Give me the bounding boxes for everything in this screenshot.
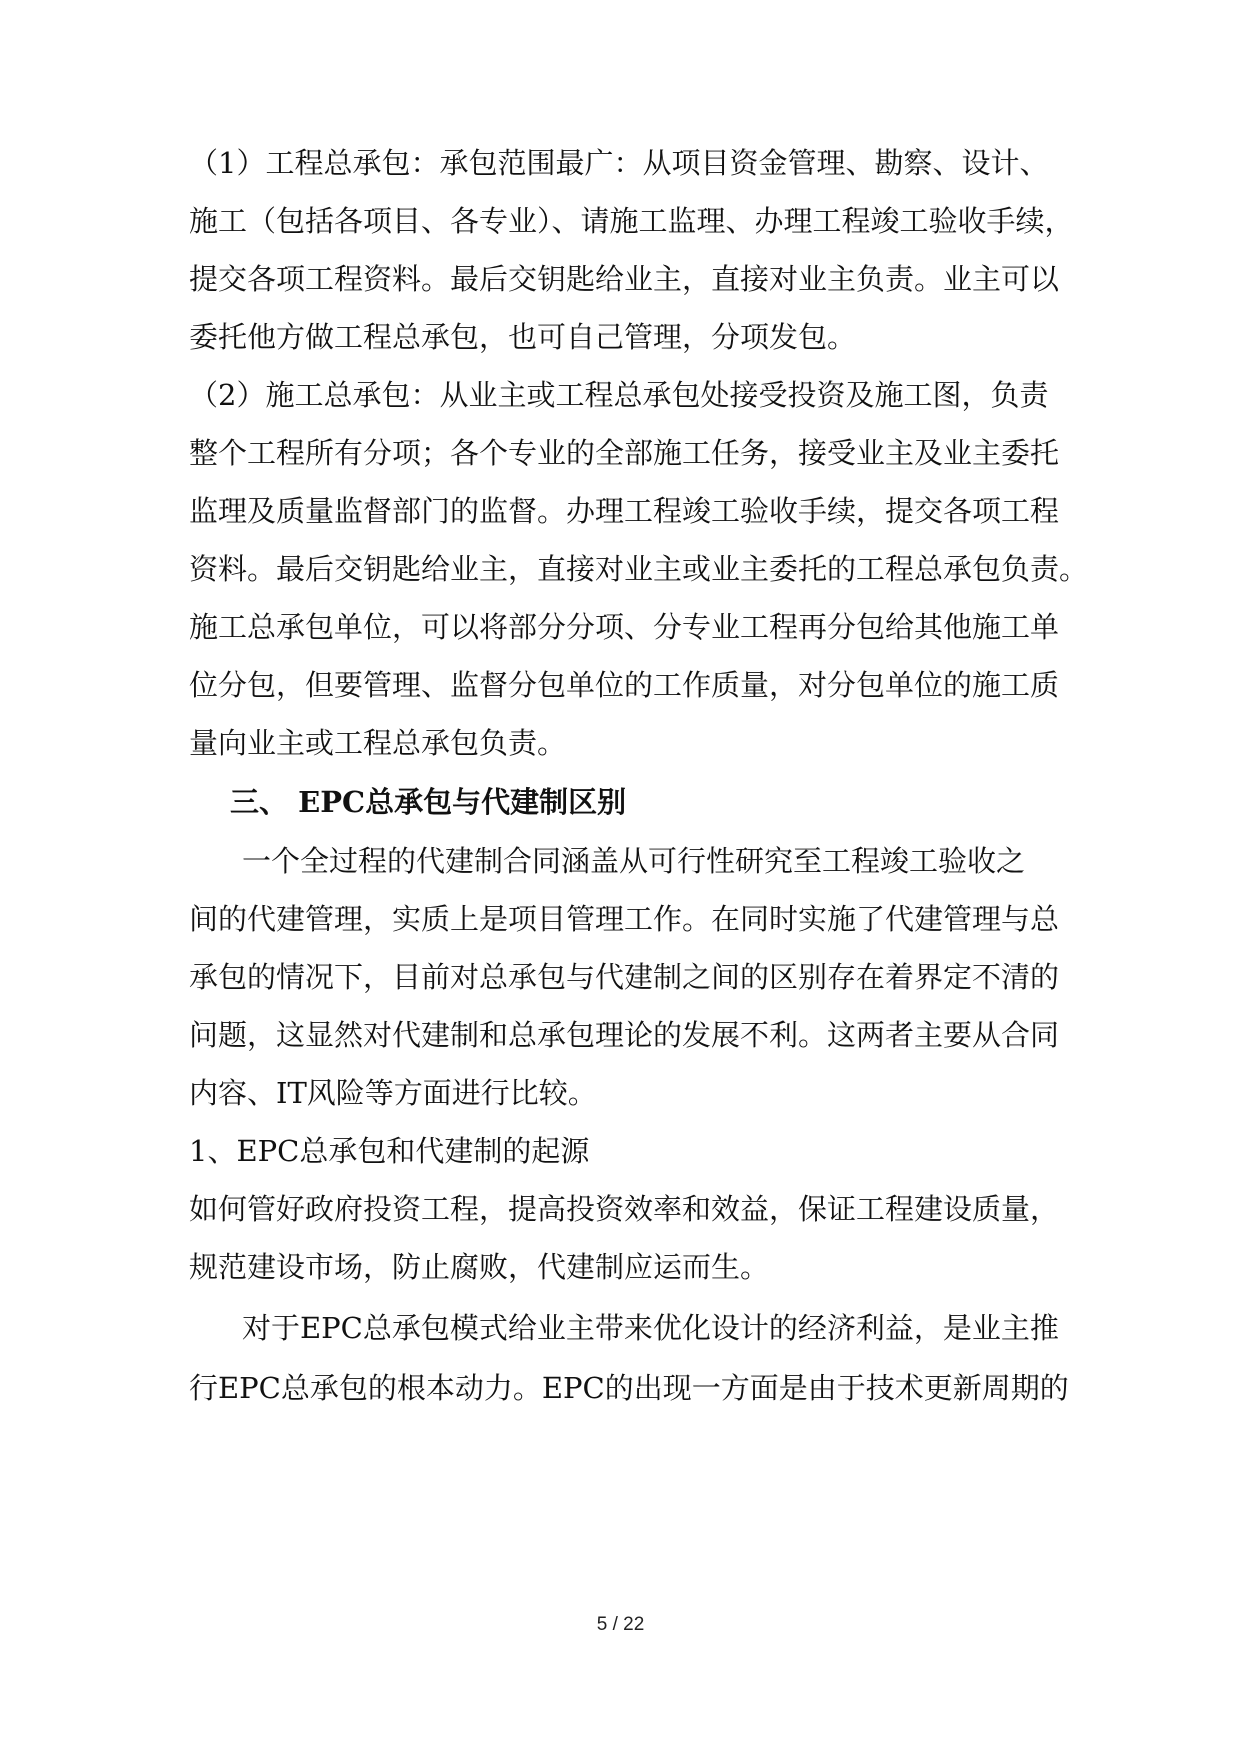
paragraph-line: 间的代建管理，实质上是项目管理工作。在同时实施了代建管理与总 <box>189 902 1060 936</box>
paragraph-line: 提交各项工程资料。最后交钥匙给业主，直接对业主负责。业主可以 <box>189 262 1060 296</box>
paragraph-line: 一个全过程的代建制合同涵盖从可行性研究至工程竣工验收之 <box>242 844 1026 878</box>
paragraph-line: （1）工程总承包：承包范围最广：从项目资金管理、勘察、设计、 <box>189 146 1049 180</box>
subsection-title: 1、EPC总承包和代建制的起源 <box>189 1134 590 1168</box>
paragraph-line: 量向业主或工程总承包负责。 <box>189 726 567 760</box>
page-number: 5 / 22 <box>596 1614 645 1635</box>
paragraph-line: 施工（包括各项目、各专业）、请施工监理、办理工程竣工验收手续， <box>189 204 1074 238</box>
paragraph-line: 监理及质量监督部门的监督。办理工程竣工验收手续，提交各项工程 <box>189 494 1060 528</box>
paragraph-line: 问题，这显然对代建制和总承包理论的发展不利。这两者主要从合同 <box>189 1018 1060 1052</box>
paragraph-line: 内容、IT风险等方面进行比较。 <box>189 1076 597 1110</box>
paragraph-line: 资料。最后交钥匙给业主，直接对业主或业主委托的工程总承包负责。 <box>189 552 1089 586</box>
paragraph-line: （2）施工总承包：从业主或工程总承包处接受投资及施工图，负责 <box>189 378 1049 412</box>
paragraph-line: 对于EPC总承包模式给业主带来优化设计的经济利益，是业主推 <box>242 1311 1059 1345</box>
paragraph-line: 委托他方做工程总承包，也可自己管理，分项发包。 <box>189 320 857 354</box>
paragraph-line: 规范建设市场，防止腐败，代建制应运而生。 <box>189 1250 770 1284</box>
paragraph-line: 行EPC总承包的根本动力。EPC的出现一方面是由于技术更新周期的 <box>189 1371 1069 1405</box>
paragraph-line: 如何管好政府投资工程，提高投资效率和效益，保证工程建设质量， <box>189 1192 1060 1226</box>
paragraph-line: 承包的情况下，目前对总承包与代建制之间的区别存在着界定不清的 <box>189 960 1060 994</box>
section-heading: 三、 EPC总承包与代建制区别 <box>230 785 627 819</box>
paragraph-line: 整个工程所有分项；各个专业的全部施工任务，接受业主及业主委托 <box>189 436 1060 470</box>
paragraph-line: 位分包，但要管理、监督分包单位的工作质量，对分包单位的施工质 <box>189 668 1060 702</box>
paragraph-line: 施工总承包单位，可以将部分分项、分专业工程再分包给其他施工单 <box>189 610 1060 644</box>
